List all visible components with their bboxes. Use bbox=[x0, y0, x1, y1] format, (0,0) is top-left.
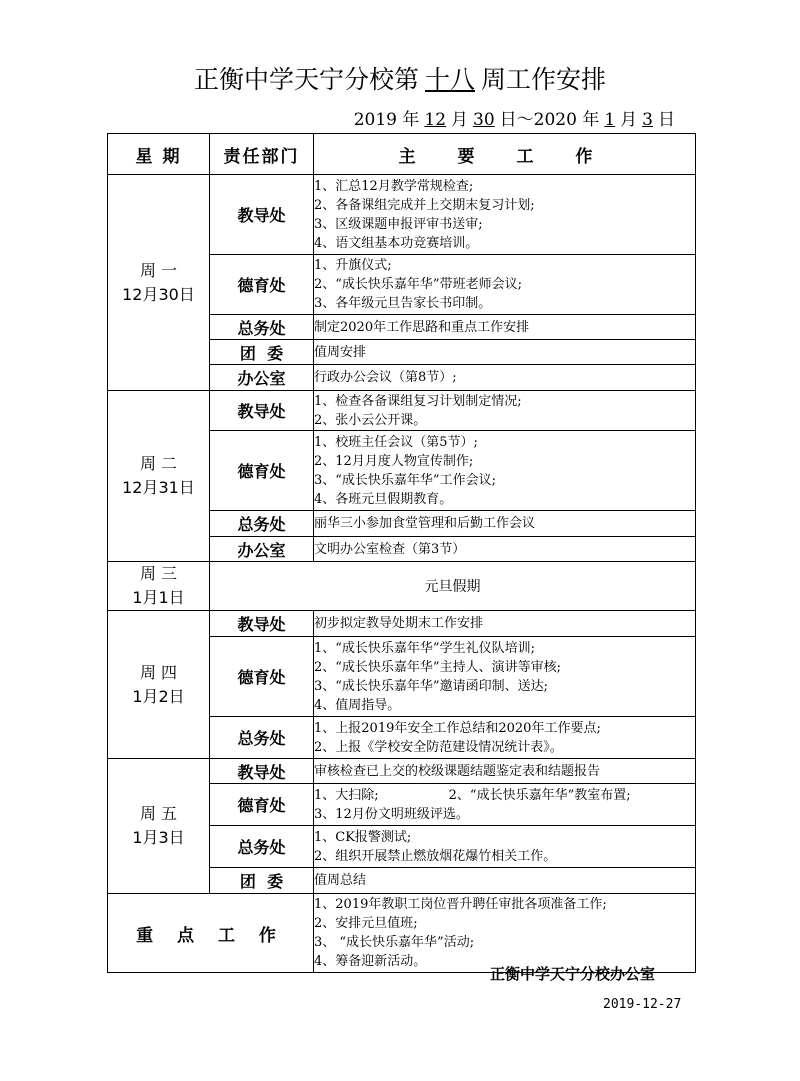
week-number: 十八 bbox=[424, 65, 475, 94]
day-date: 1月3日 bbox=[132, 828, 185, 847]
table-row bbox=[108, 759, 696, 784]
key-work-label: 重 点 工 作 bbox=[108, 894, 314, 973]
work-cell: 制定2020年工作思路和重点工作安排 bbox=[314, 315, 696, 340]
work-line: 2、张小云公开课。 bbox=[314, 412, 427, 428]
header-row bbox=[108, 134, 696, 175]
work-line: 2、“成长快乐嘉年华”带班老师会议; bbox=[314, 277, 522, 292]
day-name: 周 四 bbox=[139, 662, 178, 682]
work-line: 3、 “成长快乐嘉年华”活动; bbox=[314, 935, 475, 950]
schedule-table bbox=[107, 133, 696, 973]
work-cell: 审核检查已上交的校级课题结题鉴定表和结题报告 bbox=[314, 759, 696, 784]
table-row bbox=[108, 894, 696, 973]
work-line: 1、2019年教职工岗位晋升聘任审批各项准备工作; bbox=[314, 897, 607, 912]
day-date: 1月2日 bbox=[132, 686, 185, 706]
key-work-cell bbox=[314, 894, 696, 973]
day-cell-tue bbox=[108, 391, 210, 562]
dept-deyu: 德育处 bbox=[210, 255, 314, 315]
day-name: 周 一 bbox=[139, 260, 178, 280]
work-line: 2、安排元旦值班; bbox=[314, 916, 418, 931]
work-cell: 初步拟定教导处期末工作安排 bbox=[314, 611, 696, 637]
table-row bbox=[108, 611, 696, 637]
header-day: 星 期 bbox=[108, 134, 210, 175]
month-unit: 月 bbox=[451, 110, 469, 130]
work-line: 1、校班主任会议（第5节）; bbox=[314, 434, 478, 450]
dept-zongwu: 总务处 bbox=[210, 511, 314, 537]
day-unit: 日 bbox=[658, 110, 675, 130]
dept-deyu: 德育处 bbox=[210, 637, 314, 717]
year-unit: 年 bbox=[582, 110, 600, 130]
work-line: 2、12月月度人物宣传制作; bbox=[314, 453, 474, 469]
work-cell: 丽华三小参加食堂管理和后勤工作会议 bbox=[314, 511, 696, 537]
month-unit: 月 bbox=[620, 110, 638, 130]
dept-jiaodao: 教导处 bbox=[210, 391, 314, 431]
work-line: 4、筹备迎新活动。 bbox=[314, 954, 427, 969]
day-name: 周 五 bbox=[139, 804, 178, 823]
work-line: 4、各班元旦假期教育。 bbox=[314, 491, 453, 507]
dept-deyu: 德育处 bbox=[210, 784, 314, 826]
issue-date: 2019-12-27 bbox=[603, 997, 682, 1012]
work-line: 1、CK报警测试; bbox=[314, 829, 412, 845]
year-unit: 年 bbox=[402, 110, 420, 130]
table-row bbox=[108, 391, 696, 431]
work-cell: 值周总结 bbox=[314, 868, 696, 894]
dept-jiaodao: 教导处 bbox=[210, 611, 314, 637]
dept-zongwu: 总务处 bbox=[210, 826, 314, 868]
work-line: 2、组织开展禁止燃放烟花爆竹相关工作。 bbox=[314, 848, 557, 864]
day-cell-thu bbox=[108, 611, 210, 759]
header-work: 主 要 工 作 bbox=[314, 134, 696, 175]
work-cell: 文明办公室检查（第3节） bbox=[314, 537, 696, 562]
range-separator: ～ bbox=[516, 110, 534, 130]
table-row bbox=[108, 175, 696, 255]
holiday-cell: 元旦假期 bbox=[210, 562, 696, 611]
work-cell: 值周安排 bbox=[314, 340, 696, 365]
day-cell-fri bbox=[108, 759, 210, 894]
work-line: 2、上报《学校安全防范建设情况统计表》。 bbox=[314, 739, 563, 755]
title-suffix: 周工作安排 bbox=[481, 65, 607, 94]
dept-tuanwei: 团 委 bbox=[210, 868, 314, 894]
work-line: 3、区级课题申报评审书送审; bbox=[314, 216, 483, 232]
work-cell bbox=[314, 717, 696, 759]
day-unit: 日 bbox=[499, 110, 517, 130]
work-line bbox=[314, 786, 695, 805]
work-line: 4、值周指导。 bbox=[314, 697, 401, 713]
day-cell-wed bbox=[108, 562, 210, 611]
work-cell bbox=[314, 637, 696, 717]
work-cell bbox=[314, 391, 696, 431]
work-line: 1、升旗仪式; bbox=[314, 258, 392, 273]
work-cell bbox=[314, 175, 696, 255]
dept-zongwu: 总务处 bbox=[210, 315, 314, 340]
work-line: 2、“成长快乐嘉年华”主持人、演讲等审核; bbox=[314, 659, 561, 675]
work-line-part: 2、“成长快乐嘉年华”教室布置; bbox=[448, 787, 631, 803]
start-year: 2019 bbox=[353, 110, 397, 130]
work-line: 3、“成长快乐嘉年华”工作会议; bbox=[314, 472, 496, 488]
work-line: 4、语文组基本功竞赛培训。 bbox=[314, 235, 479, 251]
end-month: 1 bbox=[604, 110, 616, 130]
header-dept: 责任部门 bbox=[210, 134, 314, 175]
work-cell bbox=[314, 784, 696, 826]
dept-zongwu: 总务处 bbox=[210, 717, 314, 759]
table-row bbox=[108, 562, 696, 611]
date-range bbox=[354, 105, 675, 130]
work-cell: 行政办公会议（第8节）; bbox=[314, 365, 696, 391]
title-prefix: 正衡中学天宁分校第 bbox=[193, 65, 419, 94]
work-line: 1、“成长快乐嘉年华”学生礼仪队培训; bbox=[314, 640, 535, 656]
day-date: 12月30日 bbox=[122, 284, 195, 304]
work-line: 2、各备课组完成并上交期末复习计划; bbox=[314, 197, 535, 213]
issuing-office: 正衡中学天宁分校办公室 bbox=[490, 965, 656, 983]
work-cell bbox=[314, 255, 696, 315]
work-line: 3、各年级元旦告家长书印制。 bbox=[314, 296, 492, 311]
work-line: 1、汇总12月教学常规检查; bbox=[314, 178, 474, 194]
work-cell bbox=[314, 431, 696, 511]
dept-jiaodao: 教导处 bbox=[210, 175, 314, 255]
end-year: 2020 bbox=[533, 110, 577, 130]
dept-jiaodao: 教导处 bbox=[210, 759, 314, 784]
day-name: 周 三 bbox=[139, 564, 178, 583]
work-line: 3、“成长快乐嘉年华”邀请函印制、送达; bbox=[314, 678, 548, 694]
work-line: 1、检查各备课组复习计划制定情况; bbox=[314, 393, 522, 409]
start-month: 12 bbox=[424, 110, 447, 130]
day-date: 12月31日 bbox=[122, 478, 195, 497]
work-cell bbox=[314, 826, 696, 868]
dept-bangong: 办公室 bbox=[210, 365, 314, 391]
dept-deyu: 德育处 bbox=[210, 431, 314, 511]
start-day: 30 bbox=[473, 110, 495, 130]
day-date: 1月1日 bbox=[132, 588, 185, 607]
day-name: 周 二 bbox=[139, 454, 178, 473]
work-line: 1、上报2019年安全工作总结和2020年工作要点; bbox=[314, 720, 601, 736]
work-line-part: 1、大扫除; bbox=[314, 787, 379, 803]
work-line: 3、12月份文明班级评选。 bbox=[314, 806, 469, 822]
page-title bbox=[0, 60, 800, 96]
end-day: 3 bbox=[642, 110, 653, 130]
day-cell-mon bbox=[108, 175, 210, 391]
dept-tuanwei: 团 委 bbox=[210, 340, 314, 365]
dept-bangong: 办公室 bbox=[210, 537, 314, 562]
